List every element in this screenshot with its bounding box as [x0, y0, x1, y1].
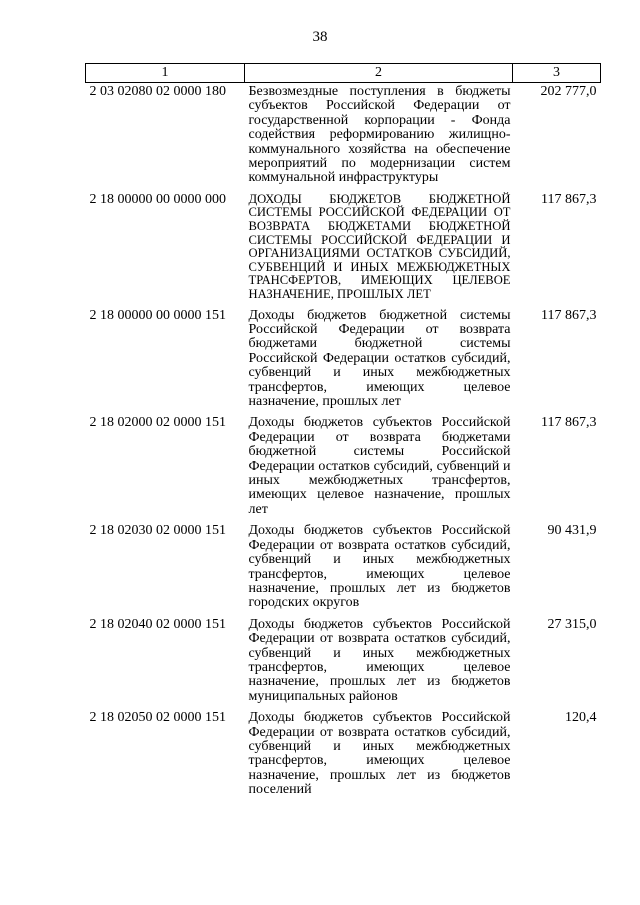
table-row — [86, 522, 601, 615]
table-row — [86, 709, 601, 802]
revenue-sum: 117 867,3 — [541, 191, 597, 207]
revenue-sum: 90 431,9 — [547, 523, 597, 539]
revenue-name: Доходы бюджетов субъектов Российской Федерации от возврата бюджетами бюджетной системы Российской Федерации остатков субсидий, субвенций и иных межбюджетных трансфертов, имеющих целевое назначение, прошлых лет — [248, 415, 511, 517]
revenue-sum: 117 867,3 — [541, 307, 597, 323]
revenue-sum: 202 777,0 — [540, 84, 597, 99]
budget-code: 2 03 02080 02 0000 180 — [89, 84, 226, 99]
revenue-sum: 117 867,3 — [541, 415, 597, 431]
table-row — [86, 616, 601, 709]
table-row — [86, 414, 601, 522]
table-header-row — [86, 64, 601, 83]
revenue-table — [85, 63, 601, 803]
budget-code: 2 18 02000 02 0000 151 — [89, 415, 226, 431]
budget-code: 2 18 02040 02 0000 151 — [89, 616, 226, 632]
column-header-code: 1 — [86, 64, 245, 83]
table-row — [86, 83, 601, 191]
budget-code: 2 18 00000 00 0000 000 — [89, 191, 226, 207]
page-number: 38 — [312, 29, 328, 45]
revenue-name: Доходы бюджетов бюджетной системы Российской Федерации от возврата бюджетами бюджетной системы Российской Федерации остатков субсидий, субвенций и иных межбюджетных трансфертов, имеющих целевое назначение, прошлых лет — [248, 307, 511, 410]
table-row — [86, 307, 601, 415]
revenue-sum: 27 315,0 — [547, 616, 597, 632]
revenue-name: Доходы бюджетов субъектов Российской Федерации от возврата остатков субсидий, субвенций и иных межбюджетных трансфертов, имеющих целевое назначение, прошлых лет из бюджетов городских округов — [248, 523, 511, 611]
table-row — [86, 191, 601, 307]
revenue-name: Безвозмездные поступления в бюджеты субъектов Российской Федерации от государственной корпорации - Фонда содействия реформированию жилищно-коммунального хозяйства на обеспечение мероприятий по модернизации систем коммунальной инфраструктуры — [248, 84, 511, 186]
revenue-sum: 120,4 — [565, 710, 597, 726]
column-header-sum: 3 — [513, 64, 601, 83]
revenue-name: Доходы бюджетов субъектов Российской Федерации от возврата остатков субсидий, субвенций и иных межбюджетных трансфертов, имеющих целевое назначение, прошлых лет из бюджетов поселений — [248, 710, 511, 798]
revenue-name: ДОХОДЫ БЮДЖЕТОВ БЮДЖЕТНОЙ СИСТЕМЫ РОССИЙСКОЙ ФЕДЕРАЦИИ ОТ ВОЗВРАТА БЮДЖЕТАМИ БЮДЖЕТНОЙ СИСТЕМЫ РОССИЙСКОЙ ФЕДЕРАЦИИ И ОРГАНИЗАЦИЯМИ ОСТАТКОВ СУБСИДИЙ, СУБВЕНЦИЙ И ИНЫХ МЕЖБЮДЖЕТНЫХ ТРАНСФЕРТОВ, ИМЕЮЩИХ ЦЕЛЕВОЕ НАЗНАЧЕНИЕ, ПРОШЛЫХ ЛЕТ — [248, 191, 511, 301]
budget-code: 2 18 00000 00 0000 151 — [89, 307, 226, 323]
column-header-name: 2 — [245, 64, 513, 83]
budget-code: 2 18 02030 02 0000 151 — [89, 523, 226, 539]
revenue-name: Доходы бюджетов субъектов Российской Федерации от возврата остатков субсидий, субвенций и иных межбюджетных трансфертов, имеющих целевое назначение, прошлых лет из бюджетов муниципальных районов — [248, 616, 511, 704]
budget-code: 2 18 02050 02 0000 151 — [89, 710, 226, 726]
